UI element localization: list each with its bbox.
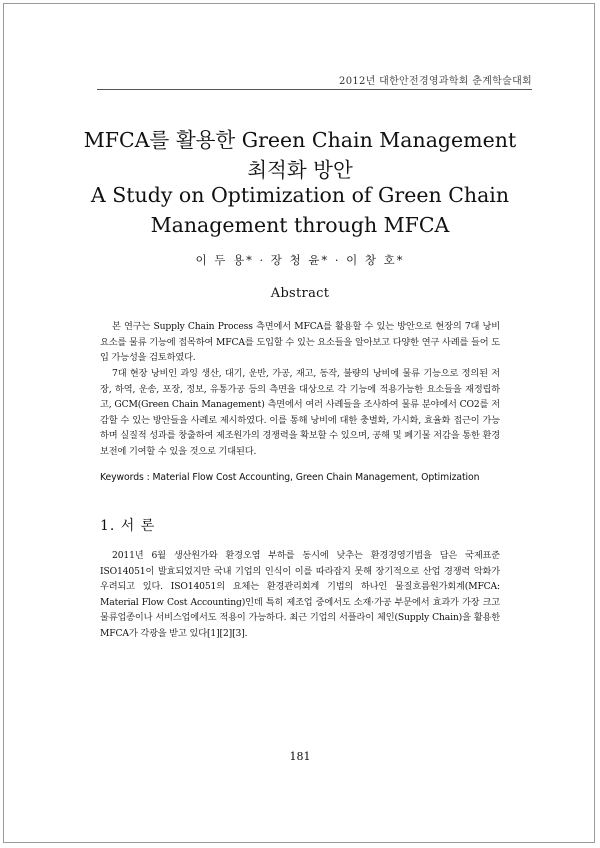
korean-title [0, 125, 600, 185]
keywords-line: Keywords : Material Flow Cost Accounting, Green Chain Management, Optimization [100, 472, 480, 483]
abstract-heading: Abstract [270, 286, 330, 301]
section-heading-introduction: 1. 서 론 [100, 518, 156, 534]
english-title [0, 180, 600, 240]
abstract-paragraph-2: 7대 현장 낭비인 과잉 생산, 대기, 운반, 가공, 재고, 동작, 불량의 낭비에 물류 기능으로 정의된 저장, 하역, 운송, 포장, 정보, 유통가공 등의 측면을 대상으로 각 기능에 적용가능한 요소들을 재정립하고, GCM(Green Chain Management) 측면에서 여러 사례들을 조사하여 물류 분야에서 CO2를 저감할 수 있는 방안들을 사례로 제시하였다. 이를 통해 낭비에 대한 충별화, 가시화, 효율화 접근이 가능하며 실질적 성과를 창출하여 제조원가의 경쟁력을 확보할 수 있으며, 공해 및 폐기물 저감을 통한 환경 보전에 기여할 수 있을 것으로 기대된다. [100, 368, 500, 457]
korean-title-line-2: 최적화 방안 [247, 158, 353, 182]
abstract-paragraph-1: 본 연구는 Supply Chain Process 측면에서 MFCA를 활용할 수 있는 방안으로 현장의 7대 낭비 요소를 물류 기능에 접목하여 MFCA를 도입할 수 있는 요소들을 알아보고 다양한 연구 사례를 들어 도입 가능성을 검토하였다. [100, 321, 500, 364]
korean-title-line-1: MFCA를 활용한 Green Chain Management [83, 128, 517, 152]
header-rule [97, 89, 532, 90]
english-title-line-1: A Study on Optimization of Green Chain [90, 183, 510, 207]
introduction-paragraph: 2011년 6월 생산원가와 환경오염 부하를 동시에 낮추는 환경경영기법을 담은 국제표준 ISO14051이 발효되었지만 국내 기업의 인식이 이를 따라잡지 못해 장기적으로 산업 경쟁력 악화가 우려되고 있다. ISO14051의 요체는 환경관리회계 기법의 하나인 물질흐름원가회계(MFCA: Material Flow Cost Accounting)인데 특히 제조업 중에서도 소재·가공 부문에서 효과가 가장 크고 물류업종이나 서비스업에서도 적용이 가능하다. 최근 기업의 서플라이 체인(Supply Chain)을 활용한 MFCA가 각광을 받고 있다[1][2][3]. [100, 550, 500, 639]
running-header: 2012년 대한안전경영과학회 춘계학술대회 [339, 76, 532, 87]
english-title-line-2: Management through MFCA [150, 213, 450, 237]
author-list: 이 두 용* · 장 청 윤* · 이 창 호* [195, 253, 405, 267]
page-number: 181 [289, 750, 311, 763]
